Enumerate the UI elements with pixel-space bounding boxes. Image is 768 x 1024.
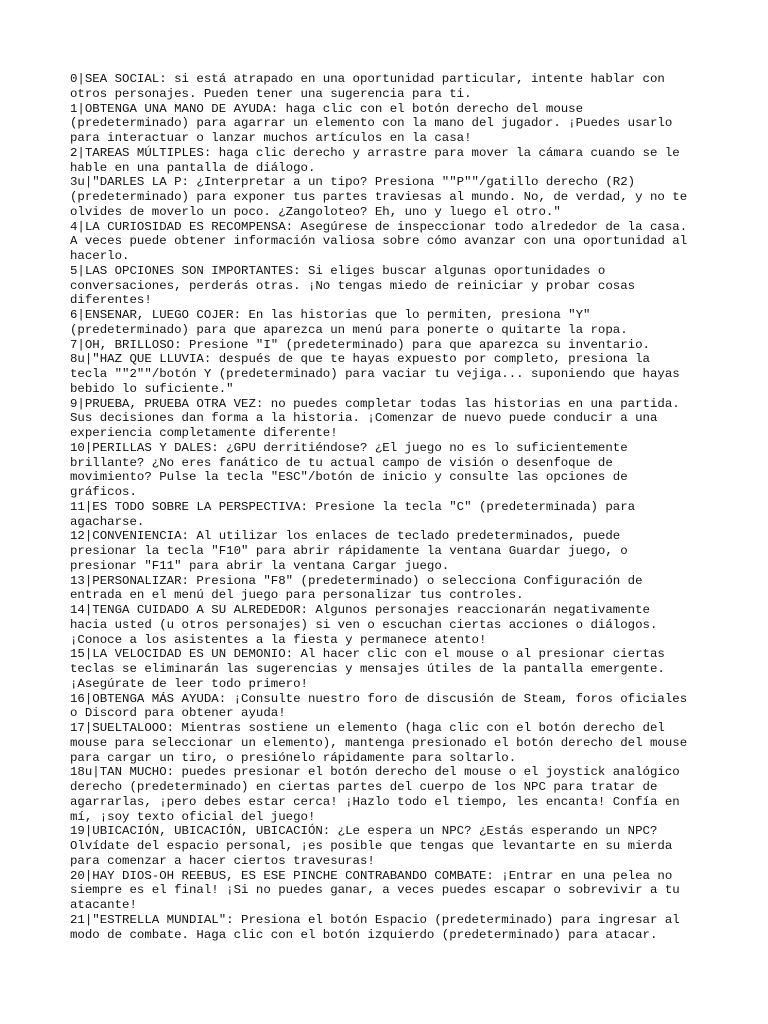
document-page (70, 72, 710, 942)
tip-entry-7: 7|OH, BRILLOSO: Presione "I" (predeterminado) para que aparezca su inventario. (70, 337, 650, 352)
tip-entry-20: 20|HAY DIOS-OH REEBUS, ES ESE PINCHE CONTRABANDO COMBATE: ¡Entrar en una pelea no siempre es el final! ¡Si no puedes ganar, a veces puedes escapar o sobrevivir a tu atacante! (70, 868, 680, 912)
tip-entry-10: 10|PERILLAS Y DALES: ¿GPU derritiéndose? ¿El juego no es lo suficientemente brillante? ¿No eres fanático de tu actual campo de visión o desenfoque de movimiento? Pulse la tecla "ESC"/botón de inicio y consulte las opciones de gráficos. (70, 440, 628, 499)
tip-entry-18: 18u|TAN MUCHO: puedes presionar el botón derecho del mouse o el joystick analógico derecho (predeterminado) en ciertas partes del cuerpo de los NPC para tratar de agarrarlas, ¡pero debes estar cerca! ¡Hazlo todo el tiempo, les encanta! Confía en mí, ¡soy texto oficial del juego! (70, 765, 680, 824)
tip-entry-16: 16|OBTENGA MÁS AYUDA: ¡Consulte nuestro foro de discusión de Steam, foros oficiales o Discord para obtener ayuda! (70, 691, 688, 721)
tip-entry-6: 6|ENSENAR, LUEGO COJER: En las historias que lo permiten, presiona "Y" (predeterminado) para que aparezca un menú para ponerte o quitarte la ropa. (70, 308, 628, 337)
tip-entry-14: 14|TENGA CUIDADO A SU ALREDEDOR: Algunos personajes reaccionarán negativamente hacia usted (u otros personajes) si ven o escuchan ciertas acciones o diálogos. ¡Conoce a los asistentes a la fiesta y permanece atento! (70, 603, 658, 647)
tip-entry-9: 9|PRUEBA, PRUEBA OTRA VEZ: no puedes completar todas las historias en una partida. Sus decisiones dan forma a la historia. ¡Comenzar de nuevo puede conducir a una experiencia completamente diferente! (70, 396, 680, 440)
tip-entry-15: 15|LA VELOCIDAD ES UN DEMONIO: Al hacer clic con el mouse o al presionar ciertas teclas se eliminarán las sugerencias y mensajes útiles de la pantalla emergente. ¡Asegúrate de leer todo primero! (70, 647, 665, 691)
tip-entry-0: 0|SEA SOCIAL: si está atrapado en una oportunidad particular, intente hablar con otros personajes. Pueden tener una sugerencia para ti. (70, 72, 665, 101)
tip-entry-8: 8u|"HAZ QUE LLUVIA: después de que te hayas expuesto por completo, presiona la tecla ""2""/botón Y (predeterminado) para vaciar tu vejiga... suponiendo que hayas bebido lo suficiente." (70, 352, 680, 396)
tip-entry-21: 21|"ESTRELLA MUNDIAL": Presiona el botón Espacio (predeterminado) para ingresar al modo de combate. Haga clic con el botón izquierdo (predeterminado) para atacar. (70, 912, 680, 942)
tip-entry-4: 4|LA CURIOSIDAD ES RECOMPENSA: Asegúrese de inspeccionar todo alrededor de la casa. A veces puede obtener información valiosa sobre cómo avanzar con una oportunidad al hacerlo. (70, 219, 688, 263)
tip-entry-19: 19|UBICACIÓN, UBICACIÓN, UBICACIÓN: ¿Le espera un NPC? ¿Estás esperando un NPC? Olvídate del espacio personal, ¡es posible que tengas que levantarte en su mierda para comenzar a hacer ciertos travesuras! (70, 824, 673, 868)
tip-entry-2: 2|TAREAS MÚLTIPLES: haga clic derecho y arrastre para mover la cámara cuando se le hable en una pantalla de diálogo. (70, 145, 680, 175)
tip-entry-5: 5|LAS OPCIONES SON IMPORTANTES: Si eliges buscar algunas oportunidades o conversaciones, perderás otras. ¡No tengas miedo de reiniciar y probar cosas diferentes! (70, 263, 636, 308)
tip-entry-3: 3u|"DARLES LA P: ¿Interpretar a un tipo? Presiona ""P""/gatillo derecho (R2) (predeterminado) para exponer tus partes traviesas al mundo. No, de verdad, y no te olvides de moverlo un poco. ¿Zangoloteo? Eh, uno y luego el otro." (70, 175, 688, 219)
tip-entry-12: 12|CONVENIENCIA: Al utilizar los enlaces de teclado predeterminados, puede presionar la tecla "F10" para abrir rápidamente la ventana Guardar juego, o presionar "F11" para abrir la ventana Cargar juego. (70, 529, 628, 573)
tip-entry-1: 1|OBTENGA UNA MANO DE AYUDA: haga clic con el botón derecho del mouse (predeterminado) para agarrar un elemento con la mano del jugador. ¡Puedes usarlo para interactuar o lanzar muchos artículos en la casa! (70, 101, 673, 145)
tip-entry-11: 11|ES TODO SOBRE LA PERSPECTIVA: Presione la tecla "C" (predeterminada) para agacharse. (70, 499, 636, 529)
tip-entry-17: 17|SUELTALOOO: Mientras sostiene un elemento (haga clic con el botón derecho del mouse para seleccionar un elemento), mantenga presionado el botón derecho del mouse para cargar un tiro, o presiónelo rápidamente para soltarlo. (70, 721, 688, 765)
tip-entry-13: 13|PERSONALIZAR: Presiona "F8" (predeterminado) o selecciona Configuración de entrada en el menú del juego para personalizar tus controles. (70, 573, 643, 603)
